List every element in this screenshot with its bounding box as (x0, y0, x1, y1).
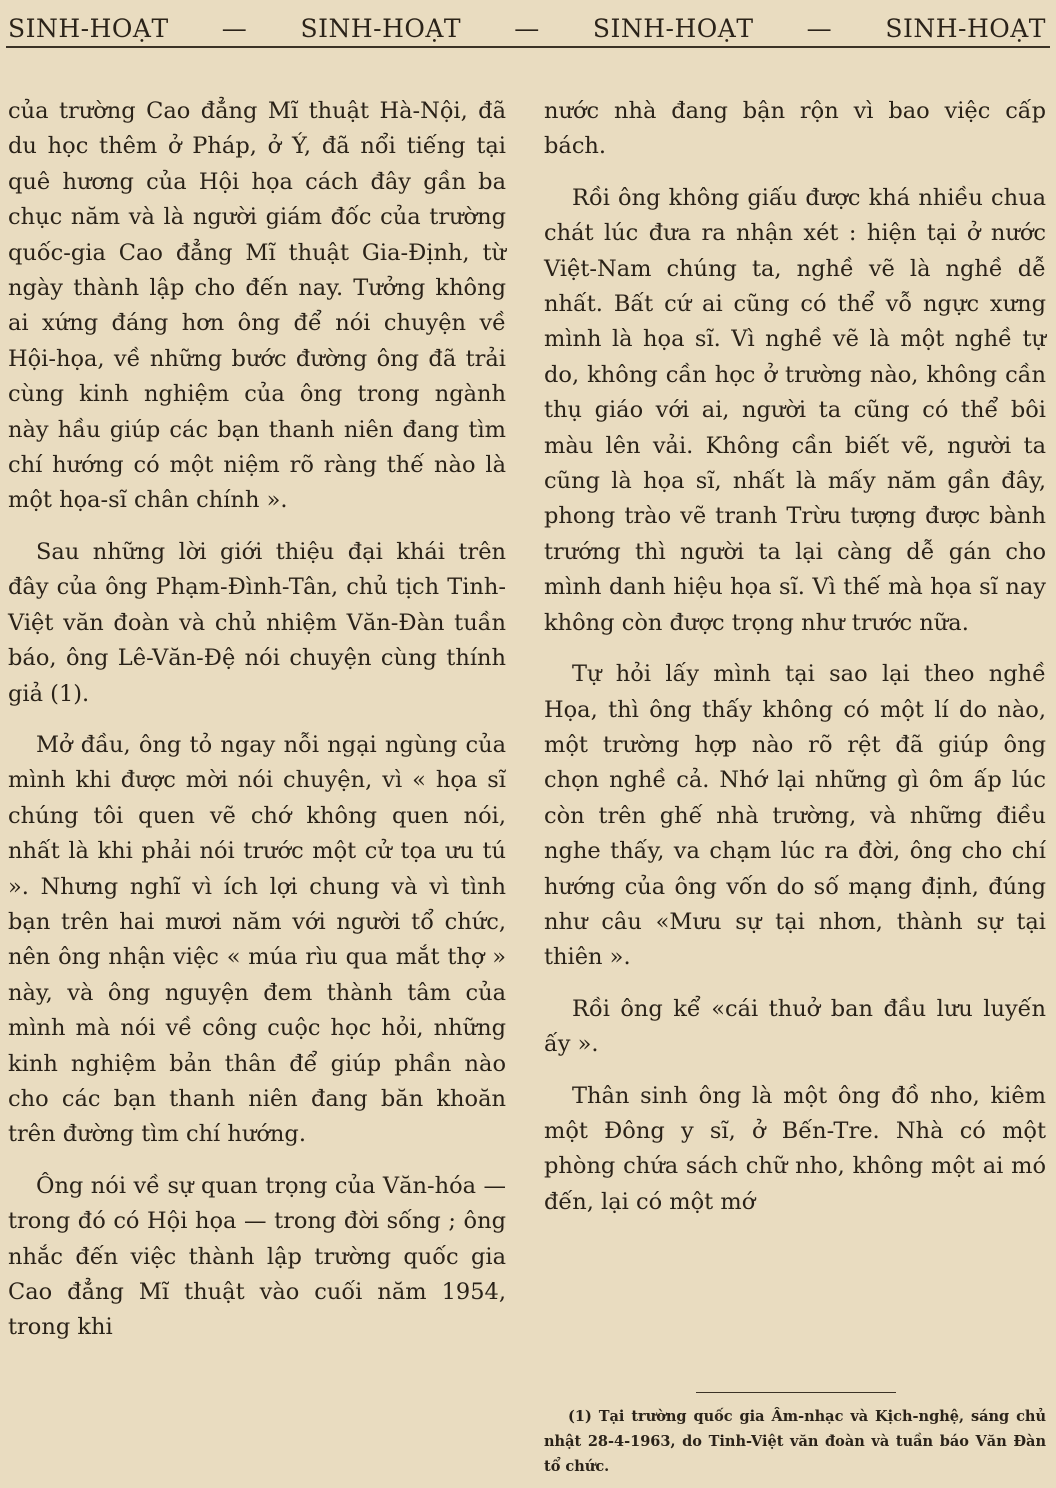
header-item: SINH-HOẠT (300, 14, 462, 43)
header-item: SINH-HOẠT (592, 14, 754, 43)
header-dash: — (221, 14, 248, 43)
paragraph: Mở đầu, ông tỏ ngay nỗi ngại ngùng của mình khi được mời nói chuyện, vì « họa sĩ chúng tôi quen vẽ chớ không quen nói, nhất là khi phải nói trước một cử tọa ưu tú ». Nhưng nghĩ vì ích lợi chung và vì tình bạn trên hai mươi năm với người tổ chức, nên ông nhận việc « múa rìu qua mắt thợ » này, và ông nguyện đem thành tâm của mình mà nói về công cuộc học hỏi, những kinh nghiệm bản thân để giúp phần nào cho các bạn thanh niên đang băn khoăn trên đường tìm chí hướng. (8, 731, 506, 1148)
footnote: (1) Tại trường quốc gia Âm-nhạc và Kịch-nghệ, sáng chủ nhật 28-4-1963, do Tinh-Việt văn đoàn và tuần báo Văn Đàn tổ chức. (544, 1408, 1046, 1475)
header-dash: — (514, 14, 540, 43)
header-item: SINH-HOẠT (8, 14, 169, 43)
paragraph: Sau những lời giới thiệu đại khái trên đây của ông Phạm-Đình-Tân, chủ tịch Tinh-Việt văn đoàn và chủ nhiệm Văn-Đàn tuần báo, ông Lê-Văn-Đệ nói chuyện cùng thính giả (1). (8, 538, 506, 707)
right-column (544, 94, 1046, 1236)
left-column (8, 94, 506, 1362)
paragraph: của trường Cao đẳng Mĩ thuật Hà-Nội, đã du học thêm ở Pháp, ở Ý, đã nổi tiếng tại quê hương của Hội họa cách đây gần ba chục năm và là người giám đốc của trường quốc-gia Cao đẳng Mĩ thuật Gia-Định, từ ngày thành lập cho đến nay. Tưởng không ai xứng đáng hơn ông để nói chuyện về Hội-họa, về những bước đường ông đã trải cùng kinh nghiệm của ông trong ngành này hầu giúp các bạn thanh niên đang tìm chí hướng có một niệm rõ ràng thế nào là một họa-sĩ chân chính ». (8, 98, 506, 514)
paragraph: Thân sinh ông là một ông đồ nho, kiêm một Đông y sĩ, ở Bến-Tre. Nhà có một phòng chứa sách chữ nho, không một ai mó đến, lại có một mớ (544, 1082, 1046, 1215)
header-dash: — (806, 14, 833, 43)
paragraph: Rồi ông không giấu được khá nhiều chua chát lúc đưa ra nhận xét : hiện tại ở nước Việt-Nam chúng ta, nghề vẽ là nghề dễ nhất. Bất cứ ai cũng có thể vỗ ngực xưng mình là họa sĩ. Vì nghề vẽ là một nghề tự do, không cần học ở trường nào, không cần thụ giáo với ai, người ta cũng có thể bôi màu lên vải. Không cần biết vẽ, người ta cũng là họa sĩ, nhất là mấy năm gần đây, phong trào vẽ tranh Trừu tượng được bành trướng thì người ta lại càng dễ gán cho mình danh hiệu họa sĩ. Vì thế mà họa sĩ nay không còn được trọng như trước nữa. (544, 184, 1046, 636)
paragraph: nước nhà đang bận rộn vì bao việc cấp bách. (544, 98, 1046, 160)
paragraph: Ông nói về sự quan trọng của Văn-hóa — trong đó có Hội họa — trong đời sống ; ông nhắc đến việc thành lập trường quốc gia Cao đẳng Mĩ thuật vào cuối năm 1954, trong khi (8, 1172, 506, 1341)
header-rule (6, 46, 1050, 48)
paragraph: Rồi ông kể «cái thuở ban đầu lưu luyến ấy ». (544, 995, 1046, 1058)
footnote-rule (696, 1392, 896, 1393)
running-header (8, 14, 1046, 44)
paragraph: Tự hỏi lấy mình tại sao lại theo nghề Họa, thì ông thấy không có một lí do nào, một trường hợp nào rõ rệt đã giúp ông chọn nghề cả. Nhớ lại những gì ôm ấp lúc còn trên ghế nhà trường, và những điều nghe thấy, va chạm lúc ra đời, ông cho chí hướng của ông vốn do số mạng định, đúng như câu «Mưu sự tại nhơn, thành sự tại thiên ». (544, 661, 1046, 971)
header-item: SINH-HOẠT (885, 14, 1046, 43)
